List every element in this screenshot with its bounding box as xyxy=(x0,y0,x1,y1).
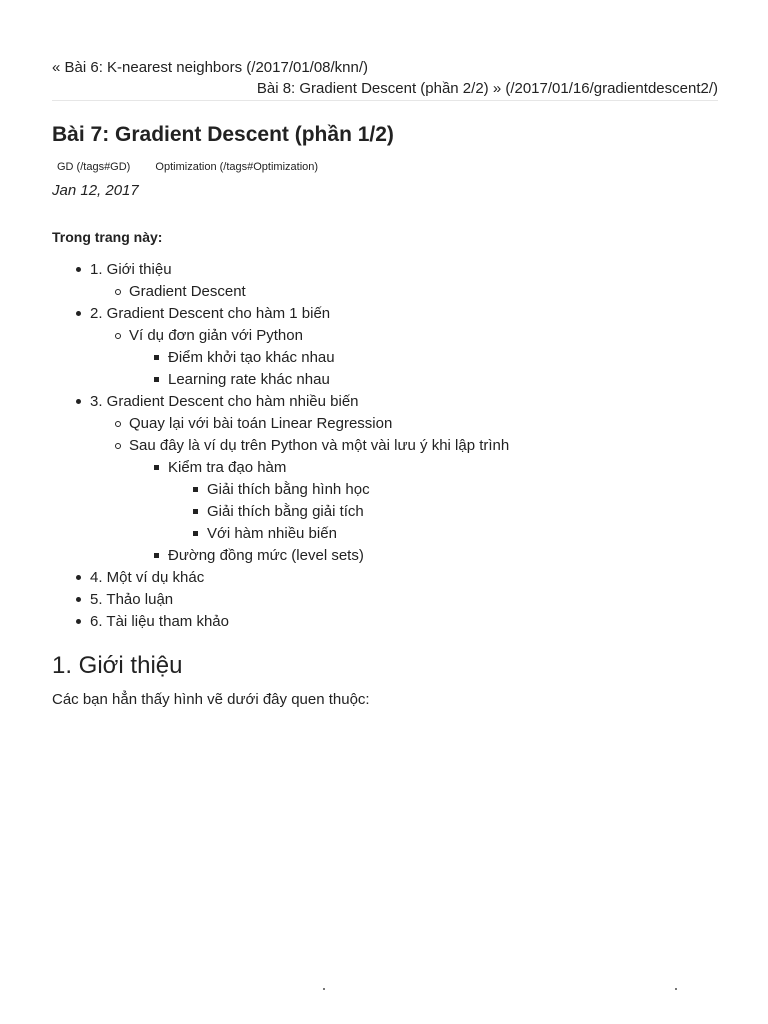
toc-item[interactable] xyxy=(52,369,718,391)
scan-speck xyxy=(675,988,677,990)
list-bullet-icon xyxy=(115,333,121,339)
toc-item-link[interactable]: Quay lại với bài toán Linear Regression xyxy=(129,415,393,432)
list-bullet-icon xyxy=(193,531,198,536)
toc-title: Trong trang này: xyxy=(52,229,163,245)
toc-item[interactable] xyxy=(52,589,718,611)
list-bullet-icon xyxy=(76,267,81,272)
list-bullet-icon xyxy=(115,289,121,295)
next-post-link[interactable]: Bài 8: Gradient Descent (phần 2/2) » (/2017/01/16/gradientdescent2/) xyxy=(256,80,718,97)
toc-item[interactable] xyxy=(52,457,718,479)
toc-item-link[interactable]: Giải thích bằng hình học xyxy=(207,481,370,498)
list-bullet-icon xyxy=(154,553,159,558)
nav-divider xyxy=(52,100,718,101)
list-bullet-icon xyxy=(193,509,198,514)
toc-item[interactable] xyxy=(52,501,718,523)
toc-item-link[interactable]: 6. Tài liệu tham khảo xyxy=(90,613,229,630)
toc-item[interactable] xyxy=(52,567,718,589)
toc-item-link[interactable]: Sau đây là ví dụ trên Python và một vài lưu ý khi lập trình xyxy=(129,437,510,454)
toc-item[interactable] xyxy=(52,391,718,413)
table-of-contents xyxy=(52,259,718,633)
tag-gd-link[interactable]: GD (/tags#GD) xyxy=(57,161,131,173)
toc-item[interactable] xyxy=(52,545,718,567)
toc-item-link[interactable]: Ví dụ đơn giản với Python xyxy=(129,327,303,344)
prev-post-link[interactable]: « Bài 6: K-nearest neighbors (/2017/01/08/knn/) xyxy=(52,59,369,76)
toc-item-link[interactable]: Learning rate khác nhau xyxy=(168,371,330,388)
list-bullet-icon xyxy=(76,399,81,404)
toc-item-link[interactable]: 2. Gradient Descent cho hàm 1 biến xyxy=(90,305,331,322)
toc-item-link[interactable]: 3. Gradient Descent cho hàm nhiều biến xyxy=(90,393,359,410)
list-bullet-icon xyxy=(76,311,81,316)
toc-item-link[interactable]: Giải thích bằng giải tích xyxy=(207,503,364,520)
tag-optimization-link[interactable]: Optimization (/tags#Optimization) xyxy=(155,161,319,173)
toc-item-link[interactable]: 4. Một ví dụ khác xyxy=(90,569,205,586)
tag-list xyxy=(57,159,340,175)
post-title: Bài 7: Gradient Descent (phần 1/2) xyxy=(52,123,394,146)
toc-item[interactable] xyxy=(52,347,718,369)
list-bullet-icon xyxy=(76,619,81,624)
toc-item-link[interactable]: Kiểm tra đạo hàm xyxy=(168,459,287,476)
toc-item[interactable] xyxy=(52,523,718,545)
toc-item-link[interactable]: Với hàm nhiều biến xyxy=(207,525,337,542)
toc-item-link[interactable]: 1. Giới thiệu xyxy=(90,261,172,278)
list-bullet-icon xyxy=(115,421,121,427)
list-bullet-icon xyxy=(154,465,159,470)
list-bullet-icon xyxy=(193,487,198,492)
list-bullet-icon xyxy=(154,355,159,360)
toc-item[interactable] xyxy=(52,259,718,281)
post-date: Jan 12, 2017 xyxy=(52,182,139,199)
toc-item[interactable] xyxy=(52,611,718,633)
toc-item[interactable] xyxy=(52,281,718,303)
list-bullet-icon xyxy=(76,597,81,602)
toc-item[interactable] xyxy=(52,435,718,457)
toc-item[interactable] xyxy=(52,479,718,501)
section-heading: 1. Giới thiệu xyxy=(52,652,183,679)
toc-item[interactable] xyxy=(52,303,718,325)
toc-item[interactable] xyxy=(52,413,718,435)
list-bullet-icon xyxy=(115,443,121,449)
toc-item-link[interactable]: Gradient Descent xyxy=(129,283,246,300)
toc-item-link[interactable]: 5. Thảo luận xyxy=(90,591,174,608)
scan-speck xyxy=(323,988,325,990)
toc-item[interactable] xyxy=(52,325,718,347)
list-bullet-icon xyxy=(76,575,81,580)
toc-item-link[interactable]: Điểm khởi tạo khác nhau xyxy=(168,349,335,366)
list-bullet-icon xyxy=(154,377,159,382)
section-intro-text: Các bạn hẳn thấy hình vẽ dưới đây quen thuộc: xyxy=(52,691,370,708)
toc-item-link[interactable]: Đường đồng mức (level sets) xyxy=(168,547,364,564)
